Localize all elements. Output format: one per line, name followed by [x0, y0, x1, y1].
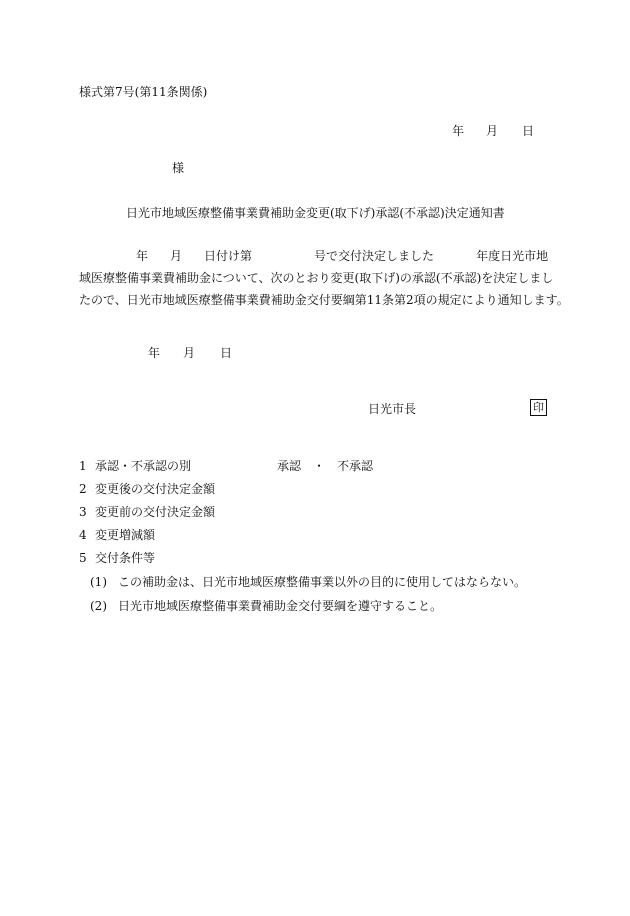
document-title: 日光市地域医療整備事業費補助金変更(取下げ)承認(不承認)決定通知書	[126, 206, 505, 220]
item-number: 3	[79, 505, 87, 519]
body-fiscal-year: 年度日光市地	[476, 249, 549, 263]
date-day-label: 日	[522, 124, 535, 138]
item-label: 変更増減額	[95, 528, 156, 542]
date-month-label: 月	[486, 124, 499, 138]
item-label: 承認・不承認の別	[95, 459, 192, 473]
body-decision: 号で交付決定しました	[314, 249, 435, 263]
item-number: 2	[79, 482, 87, 496]
body-month: 月	[170, 249, 183, 263]
body-line-3: たので、日光市地域医療整備事業費補助金交付要綱第11条第2項の規定により通知します。	[79, 293, 569, 307]
condition-2	[90, 598, 442, 614]
condition-text: 日光市地域医療整備事業費補助金交付要綱を遵守すること。	[118, 599, 443, 613]
condition-number: (1)	[90, 575, 107, 589]
disapprove-option: 不承認	[337, 459, 374, 473]
item-change-amount	[79, 527, 155, 543]
date-year-label: 年	[452, 124, 465, 138]
item-number: 1	[79, 459, 87, 473]
issue-day-label: 日	[220, 346, 233, 360]
body-date-ref: 日付け第	[204, 249, 253, 263]
item-number: 4	[79, 528, 87, 542]
condition-number: (2)	[90, 599, 107, 613]
recipient-honorific: 様	[172, 161, 185, 175]
item-amount-after	[79, 481, 215, 497]
item-label: 変更前の交付決定金額	[95, 505, 216, 519]
condition-text: この補助金は、日光市地域医療整備事業以外の目的に使用してはならない。	[118, 575, 527, 589]
body-year: 年	[136, 249, 149, 263]
item-label: 変更後の交付決定金額	[95, 482, 216, 496]
mayor-signature: 日光市長	[368, 402, 417, 416]
approve-option: 承認	[277, 459, 302, 473]
condition-1	[90, 574, 526, 590]
option-separator: ・	[313, 459, 326, 473]
seal-stamp: 印	[530, 399, 547, 416]
body-paragraph	[79, 245, 569, 311]
body-line-1	[79, 245, 549, 267]
item-approval	[79, 458, 373, 474]
issue-year-label: 年	[148, 346, 161, 360]
body-line-2: 域医療整備事業費補助金について、次のとおり変更(取下げ)の承認(不承認)を決定しまし	[79, 271, 554, 285]
item-conditions	[79, 550, 155, 566]
item-amount-before	[79, 504, 215, 520]
issue-month-label: 月	[183, 346, 196, 360]
form-number: 様式第7号(第11条関係)	[79, 85, 208, 99]
item-label: 交付条件等	[95, 551, 156, 565]
item-number: 5	[79, 551, 87, 565]
